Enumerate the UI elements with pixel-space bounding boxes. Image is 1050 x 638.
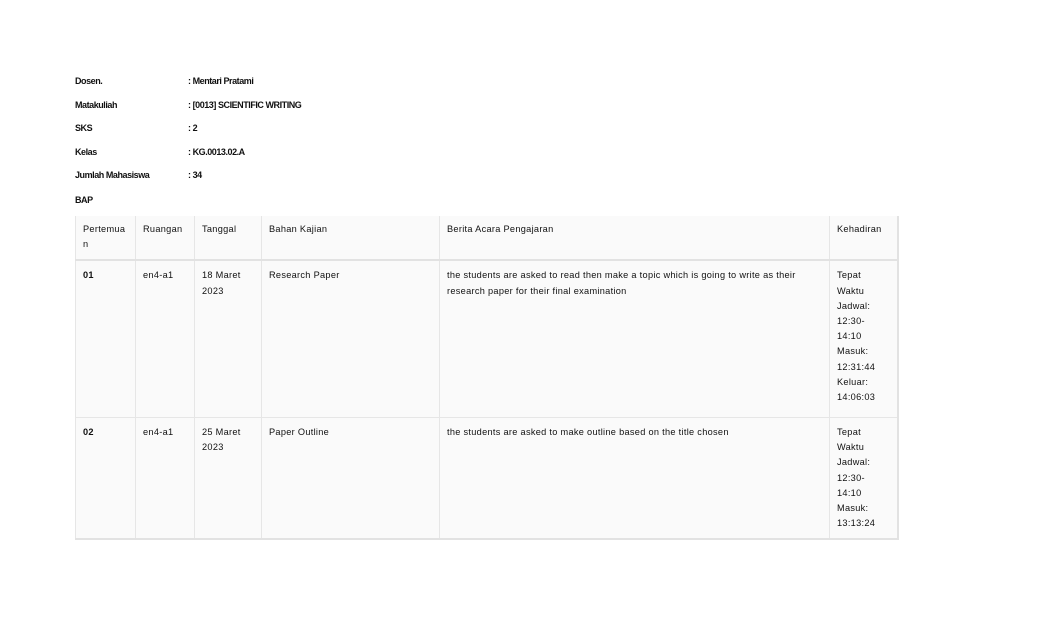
info-value: : [0013] SCIENTIFIC WRITING: [188, 99, 302, 110]
info-label: Kelas: [75, 146, 97, 157]
kehadiran-line: 14:10: [837, 487, 862, 498]
kehadiran-line: 12:31:44: [837, 361, 876, 372]
info-row-dosen: [75, 76, 301, 100]
info-row-sks: [75, 123, 301, 147]
info-label: Matakuliah: [75, 99, 118, 110]
info-row-jumlah-mahasiswa: [75, 170, 301, 194]
kehadiran-line: Tepat: [837, 426, 861, 437]
info-label: SKS: [75, 123, 93, 134]
cell-bahan-kajian: Paper Outline: [262, 417, 440, 539]
cell-pertemuan: 02: [76, 417, 136, 539]
column-header-kehadiran: Kehadiran: [830, 216, 898, 260]
cell-kehadiran: [830, 260, 898, 417]
info-label: Dosen.: [75, 76, 103, 86]
cell-ruangan: en4-a1: [136, 417, 195, 539]
cell-ruangan: en4-a1: [136, 260, 195, 417]
kehadiran-line: 13:13:24: [837, 518, 876, 529]
table-row: [76, 417, 898, 539]
column-header-bahan-kajian: Bahan Kajian: [262, 216, 440, 260]
cell-tanggal: 25 Maret 2023: [195, 417, 262, 539]
kehadiran-line: 12:30-: [837, 316, 865, 327]
info-label: Jumlah Mahasiswa: [75, 170, 150, 181]
info-row-kelas: [75, 147, 301, 171]
info-value: : Mentari Pratami: [188, 76, 254, 86]
column-header-pertemuan: Pertemuan: [76, 216, 136, 260]
cell-tanggal: 18 Maret 2023: [195, 260, 262, 417]
kehadiran-line: 14:06:03: [837, 392, 876, 403]
column-header-ruangan: Ruangan: [136, 216, 195, 260]
cell-pertemuan: 01: [76, 260, 136, 417]
bap-heading: BAP: [75, 195, 93, 205]
course-info: [75, 76, 301, 194]
table-row: [76, 260, 898, 417]
kehadiran-line: Jadwal:: [837, 300, 871, 311]
cell-kehadiran: [830, 417, 898, 539]
column-header-tanggal: Tanggal: [195, 216, 262, 260]
kehadiran-line: Waktu: [837, 442, 865, 453]
kehadiran-line: Waktu: [837, 285, 865, 296]
kehadiran-line: 14:10: [837, 331, 862, 342]
kehadiran-line: Keluar:: [837, 376, 869, 387]
kehadiran-line: Tepat: [837, 270, 861, 281]
kehadiran-line: 12:30-: [837, 472, 865, 483]
kehadiran-line: Masuk:: [837, 346, 869, 357]
info-value: : 2: [188, 123, 198, 134]
info-value: : 34: [188, 170, 202, 181]
cell-bahan-kajian: Research Paper: [262, 260, 440, 417]
kehadiran-line: Jadwal:: [837, 457, 871, 468]
table-header-row: [76, 216, 898, 260]
cell-berita-acara: the students are asked to make outline based on the title chosen: [440, 417, 830, 539]
bap-table: [75, 216, 899, 540]
cell-berita-acara: the students are asked to read then make a topic which is going to write as their research paper for their final examination: [440, 260, 830, 417]
info-row-matakuliah: [75, 100, 301, 124]
kehadiran-line: Masuk:: [837, 502, 869, 513]
column-header-berita-acara: Berita Acara Pengajaran: [440, 216, 830, 260]
info-value: : KG.0013.02.A: [188, 146, 245, 157]
